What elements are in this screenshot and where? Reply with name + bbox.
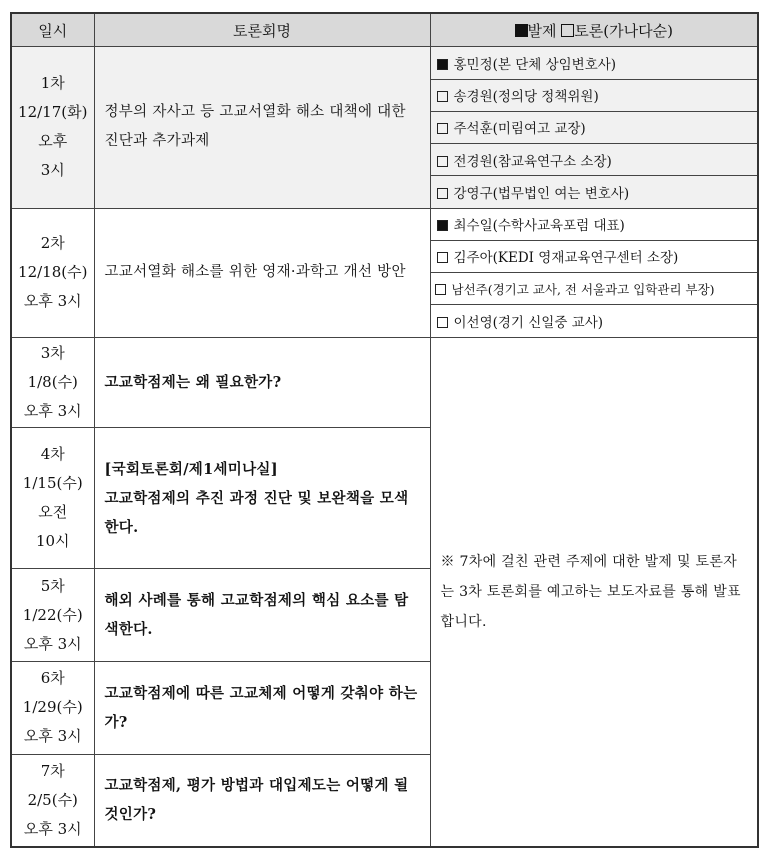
header-topic: 토론회명 <box>94 13 430 47</box>
header-date: 일시 <box>11 13 94 47</box>
debater-icon <box>437 123 448 134</box>
session-venue: [국회토론회/제1세미나실] <box>104 460 278 478</box>
session-topic: 정부의 자사고 등 고교서열화 해소 대책에 대한 진단과 추가과제 <box>94 47 430 208</box>
session-row <box>11 337 758 428</box>
participant-item: 홍민정(본 단체 상임변호사) <box>430 47 758 79</box>
participant-item: 주석훈(미림여고 교장) <box>430 111 758 143</box>
session-date: 7차 2/5(수) 오후 3시 <box>11 754 94 847</box>
debater-legend-icon <box>561 24 574 37</box>
session-topic: 해외 사례를 통해 고교학점제의 핵심 요소를 탐색한다. <box>94 569 430 662</box>
session-topic: 고교학점제는 왜 필요한가? <box>94 337 430 428</box>
session-topic: 고교학점제, 평가 방법과 대입제도는 어떻게 될 것인가? <box>94 754 430 847</box>
participant-item: 강영구(법무법인 여는 변호사) <box>430 176 758 208</box>
session-date: 1차 12/17(화) 오후 3시 <box>11 47 94 208</box>
schedule-table <box>10 12 759 848</box>
session-row <box>11 47 758 79</box>
session-topic: 고교학점제에 따른 고교체제 어떻게 갖춰야 하는가? <box>94 662 430 755</box>
presenter-icon <box>437 220 448 231</box>
header-row <box>11 13 758 47</box>
debater-icon <box>437 91 448 102</box>
session-date: 5차 1/22(수) 오후 3시 <box>11 569 94 662</box>
participant-item: 최수일(수학사교육포럼 대표) <box>430 208 758 240</box>
session-topic: [국회토론회/제1세미나실] 고교학점제의 추진 과정 진단 및 보완책을 모색한다. <box>94 428 430 569</box>
participant-item: 김주아(KEDI 영재교육연구센터 소장) <box>430 240 758 272</box>
debater-icon <box>437 252 448 263</box>
debater-icon <box>437 317 448 328</box>
header-debater-label: 토론(가나다순) <box>574 21 673 40</box>
debater-icon <box>435 284 446 295</box>
session-date: 6차 1/29(수) 오후 3시 <box>11 662 94 755</box>
session-topic: 고교서열화 해소를 위한 영재·과학고 개선 방안 <box>94 208 430 337</box>
presenter-icon <box>437 59 448 70</box>
debater-icon <box>437 156 448 167</box>
participant-item: 송경원(정의당 정책위원) <box>430 79 758 111</box>
participant-item: 남선주(경기고 교사, 전 서울과고 입학관리 부장) <box>430 273 758 305</box>
header-presenter-label: 발제 <box>527 21 557 40</box>
session-row <box>11 208 758 240</box>
session-date: 4차 1/15(수) 오전 10시 <box>11 428 94 569</box>
session-date: 3차 1/8(수) 오후 3시 <box>11 337 94 428</box>
session-date: 2차 12/18(수) 오후 3시 <box>11 208 94 337</box>
debater-icon <box>437 188 448 199</box>
header-participants <box>430 13 758 47</box>
announcement-note: ※ 7차에 걸친 관련 주제에 대한 발제 및 토론자는 3차 토론회를 예고하는 보도자료를 통해 발표합니다. <box>430 337 758 847</box>
presenter-legend-icon <box>515 24 528 37</box>
participant-item: 이선영(경기 신일중 교사) <box>430 305 758 337</box>
participant-item: 전경원(참교육연구소 소장) <box>430 144 758 176</box>
